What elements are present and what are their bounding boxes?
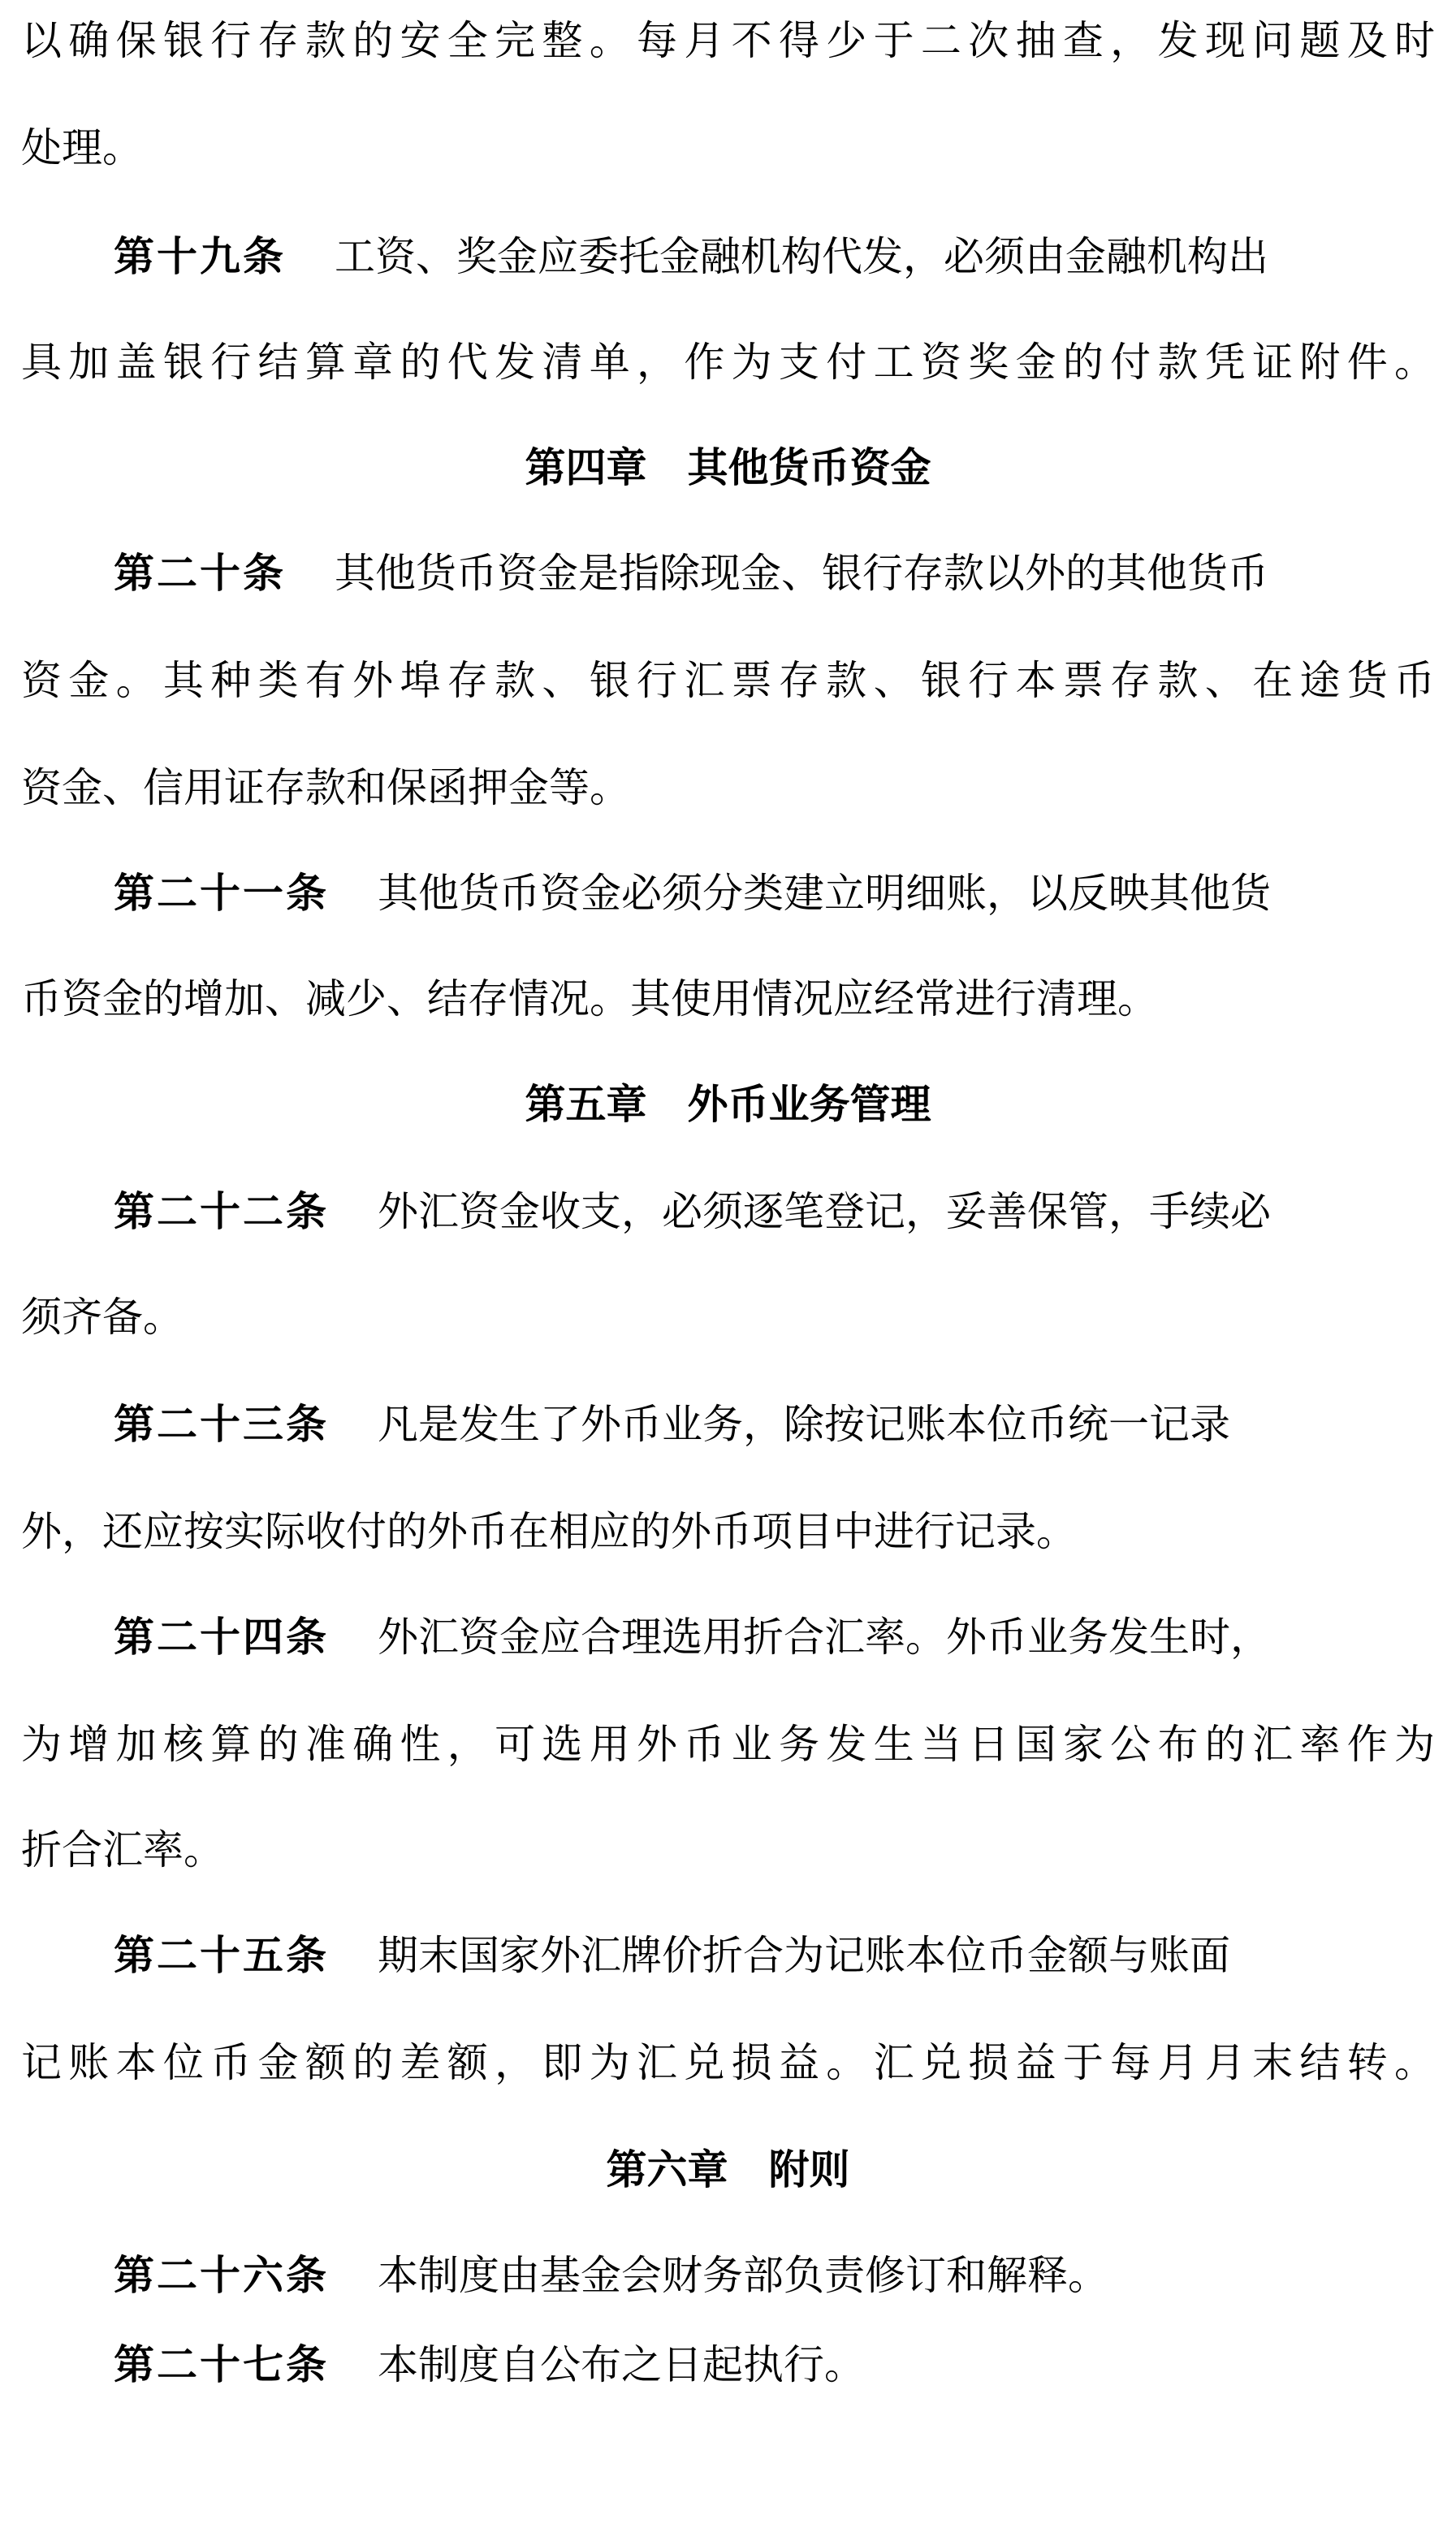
article-label: 第二十条 (114, 549, 286, 597)
article-label: 第二十五条 (114, 1931, 329, 1979)
chapter-heading: 第五章 外币业务管理 (525, 1080, 931, 1128)
article-24 (114, 1611, 1435, 1663)
paragraph-line: 具加盖银行结算章的代发清单，作为支付工资奖金的付款凭证附件。 (21, 339, 1435, 386)
paragraph-line: 资金、信用证存款和保函押金等。 (21, 764, 630, 811)
paragraph-line: 折合汇率。 (21, 1826, 224, 1873)
paragraph-line: 须齐备。 (21, 1294, 184, 1341)
article-20 (114, 547, 1435, 599)
article-23 (114, 1398, 1435, 1450)
article-text: 凡是发生了外币业务，除按记账本位币统一记录 (378, 1401, 1230, 1448)
paragraph-line: 以确保银行存款的安全完整。每月不得少于二次抽查，发现问题及时 (21, 17, 1435, 64)
article-label: 第十九条 (114, 232, 286, 280)
article-21 (114, 867, 1435, 919)
article-text: 外汇资金应合理选用折合汇率。外币业务发生时， (378, 1614, 1271, 1661)
paragraph-line: 为增加核算的准确性，可选用外币业务发生当日国家公布的汇率作为 (21, 1721, 1435, 1768)
article-label: 第二十七条 (114, 2340, 329, 2388)
paragraph-line: 资金。其种类有外埠存款、银行汇票存款、银行本票存款、在途货币 (21, 657, 1435, 704)
paragraph-line: 币资金的增加、减少、结存情况。其使用情况应经常进行清理。 (21, 975, 1158, 1022)
article-label: 第二十六条 (114, 2251, 329, 2299)
article-25 (114, 1930, 1435, 1981)
article-label: 第二十四条 (114, 1613, 329, 1661)
article-text: 外汇资金收支，必须逐笔登记，妥善保管，手续必 (378, 1188, 1271, 1235)
article-text: 其他货币资金必须分类建立明细账，以反映其他货 (378, 870, 1271, 917)
article-text: 其他货币资金是指除现金、银行存款以外的其他货币 (335, 550, 1268, 597)
article-text: 期末国家外汇牌价折合为记账本位币金额与账面 (378, 1932, 1230, 1979)
paragraph-line: 处理。 (21, 124, 143, 171)
chapter-heading: 第六章 附则 (606, 2146, 850, 2193)
article-27 (114, 2339, 1435, 2391)
paragraph-line: 记账本位币金额的差额，即为汇兑损益。汇兑损益于每月月末结转。 (21, 2039, 1435, 2086)
chapter-heading: 第四章 其他货币资金 (525, 443, 931, 491)
article-22 (114, 1186, 1435, 1238)
article-text: 工资、奖金应委托金融机构代发，必须由金融机构出 (335, 233, 1268, 280)
paragraph-line: 外，还应按实际收付的外币在相应的外币项目中进行记录。 (21, 1508, 1077, 1555)
article-label: 第二十一条 (114, 869, 329, 917)
article-label: 第二十三条 (114, 1400, 329, 1448)
article-label: 第二十二条 (114, 1187, 329, 1235)
article-26 (114, 2249, 1435, 2301)
article-19 (114, 231, 1435, 283)
article-text: 本制度自公布之日起执行。 (378, 2341, 865, 2388)
article-text: 本制度由基金会财务部负责修订和解释。 (378, 2252, 1108, 2299)
